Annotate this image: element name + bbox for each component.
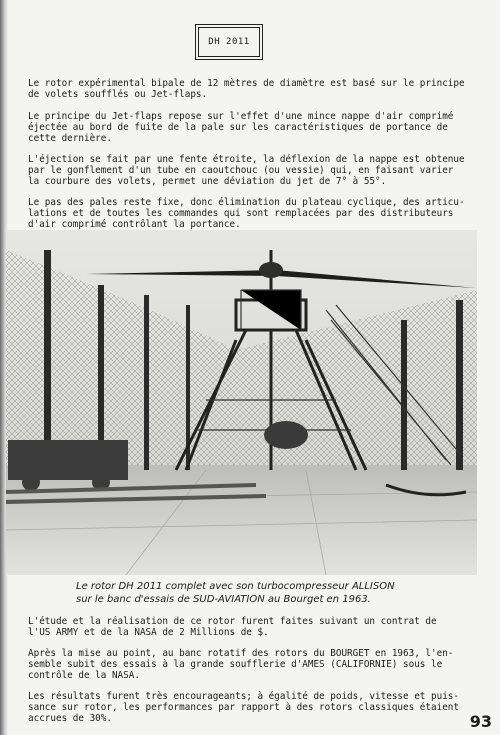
photo-caption-line-2: sur le banc d'essais de SUD-AVIATION au Bourget en 1963. [76, 594, 371, 605]
document-header-box [195, 24, 263, 60]
rotor-test-stand-illustration [6, 230, 477, 575]
paragraph-results: Les résultats furent très encourageants; à égalité de poids, vitesse et puis- sance sur rotor, les performances par rapport à des rotors classiques étaient accrues de 30%. [28, 691, 459, 724]
photo-caption [76, 580, 416, 606]
paragraph-jet-flaps-principle: Le principe du Jet-flaps repose sur l'effet d'une mince nappe d'air comprimé éjectée au bord de fuite de la pale sur les caractéristiques de portance de cette dernière. [28, 111, 454, 144]
paragraph-ames-tests: Après la mise au point, au banc rotatif des rotors du BOURGET en 1963, l'en- semble subit des essais à la grande soufflerie d'AMES (CALIFORNIE) sous le contrôle de la NASA. [28, 648, 454, 681]
photo-caption-line-1: Le rotor DH 2011 complet avec son turbocompresseur ALLISON [76, 581, 395, 592]
page-number: 93 [469, 712, 492, 731]
document-header-label: DH 2011 [198, 27, 260, 57]
rotor-test-stand-photo [6, 230, 477, 575]
paragraph-ejection: L'éjection se fait par une fente étroite, la déflexion de la nappe est obtenue par le gonflement d'un tube en caoutchouc (ou vessie) qui, en faisant varier la courbure des volets, permet une déviation du jet de 7° à 55°. [28, 154, 465, 187]
paragraph-blade-pitch: Le pas des pales reste fixe, donc élimination du plateau cyclique, des articu- lations et de toutes les commandes qui sont remplacées par des distributeurs d'air comprimé contrôlant la portance. [28, 197, 465, 230]
paragraph-study-contract: L'étude et la réalisation de ce rotor furent faites suivant un contrat de l'US ARMY et de la NASA de 2 Millions de $. [28, 616, 437, 638]
paragraph-rotor-intro: Le rotor expérimental bipale de 12 mètres de diamètre est basé sur le principe de volets soufflés ou Jet-flaps. [28, 78, 465, 100]
